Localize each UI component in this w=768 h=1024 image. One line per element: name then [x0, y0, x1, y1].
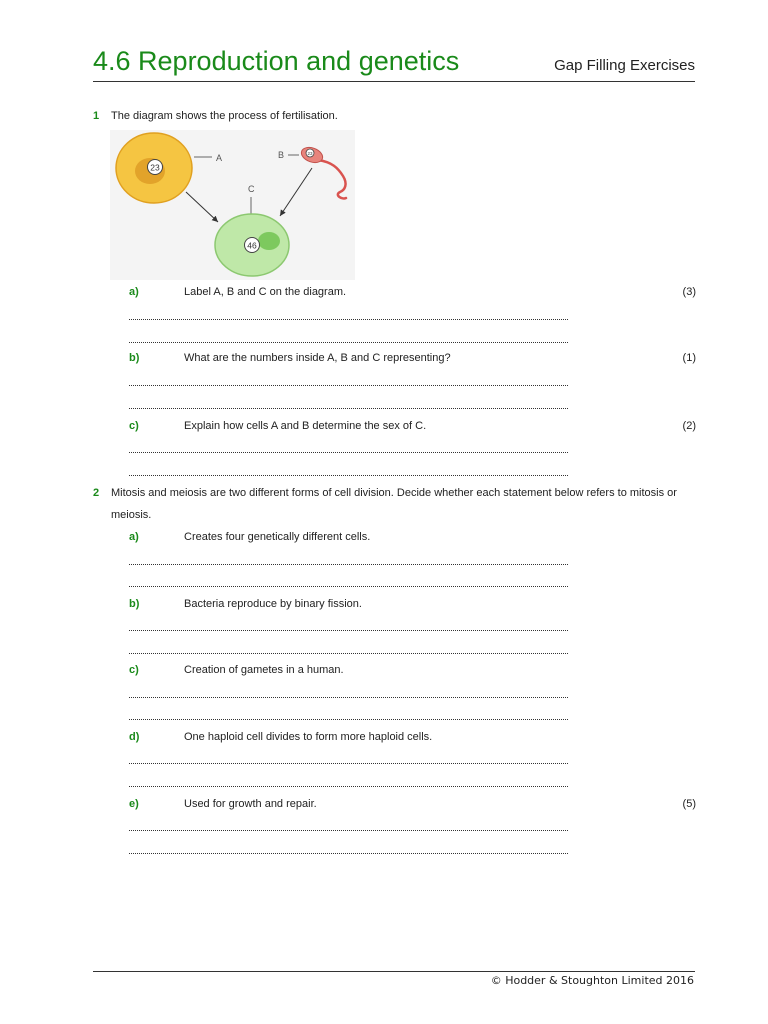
answer-line[interactable] [129, 385, 568, 386]
page-title: 4.6 Reproduction and genetics [93, 46, 460, 76]
q2-part-d [0, 731, 768, 751]
part-marks: (3) [682, 286, 696, 298]
part-label: c) [129, 664, 139, 676]
answer-line[interactable] [129, 630, 568, 631]
answer-line[interactable] [129, 830, 568, 831]
q2-part-a [0, 531, 768, 551]
zygote-chromosome-number: 46 [247, 240, 257, 251]
answer-line[interactable] [129, 853, 568, 854]
part-label: d) [129, 731, 140, 743]
q1-part-c [0, 420, 768, 440]
answer-line[interactable] [129, 763, 568, 764]
q2-part-b [0, 598, 768, 618]
page-header [93, 44, 695, 82]
question-1-text: The diagram shows the process of fertilisation. [111, 110, 338, 122]
part-text: Creates four genetically different cells. [184, 531, 371, 543]
part-marks: (2) [682, 420, 696, 432]
egg-cell-a [116, 133, 192, 203]
q1-part-b [0, 352, 768, 372]
label-b: B [278, 150, 285, 160]
question-1-number: 1 [93, 110, 100, 122]
part-label: a) [129, 286, 139, 298]
part-text: Used for growth and repair. [184, 798, 317, 810]
q2-part-e [0, 798, 768, 818]
fertilisation-diagram [110, 130, 355, 280]
label-c: C [248, 184, 255, 194]
q1-part-a [0, 286, 768, 306]
footer-divider [93, 971, 695, 972]
part-label: e) [129, 798, 139, 810]
copyright-footer: © Hodder & Stoughton Limited 2016 [490, 974, 694, 987]
part-label: c) [129, 420, 139, 432]
zygote-cell-c [215, 214, 289, 276]
part-label: b) [129, 352, 140, 364]
answer-line[interactable] [129, 653, 568, 654]
part-text: Creation of gametes in a human. [184, 664, 344, 676]
answer-line[interactable] [129, 342, 568, 343]
answer-line[interactable] [129, 408, 568, 409]
sperm-chromosome-number: 23 [307, 151, 313, 156]
part-text: One haploid cell divides to form more haploid cells. [184, 731, 433, 743]
label-a: A [216, 153, 223, 163]
answer-line[interactable] [129, 697, 568, 698]
page-subtitle: Gap Filling Exercises [554, 57, 695, 74]
question-2-number: 2 [93, 487, 100, 499]
answer-line[interactable] [129, 719, 568, 720]
answer-line[interactable] [129, 564, 568, 565]
egg-chromosome-number: 23 [150, 162, 160, 173]
part-marks: (5) [682, 798, 696, 810]
answer-line[interactable] [129, 452, 568, 453]
part-text: Explain how cells A and B determine the sex of C. [184, 420, 427, 432]
answer-line[interactable] [129, 786, 568, 787]
answer-line[interactable] [129, 319, 568, 320]
part-text: Bacteria reproduce by binary fission. [184, 598, 362, 610]
answer-line[interactable] [129, 586, 568, 587]
answer-line[interactable] [129, 475, 568, 476]
part-label: b) [129, 598, 140, 610]
part-marks: (1) [682, 352, 696, 364]
part-text: Label A, B and C on the diagram. [184, 286, 347, 298]
question-2-text: Mitosis and meiosis are two different forms of cell division. Decide whether each statement below refers to mitosis or meiosis. [111, 487, 677, 521]
part-label: a) [129, 531, 139, 543]
part-text: What are the numbers inside A, B and C representing? [184, 352, 451, 364]
q2-part-c [0, 664, 768, 684]
